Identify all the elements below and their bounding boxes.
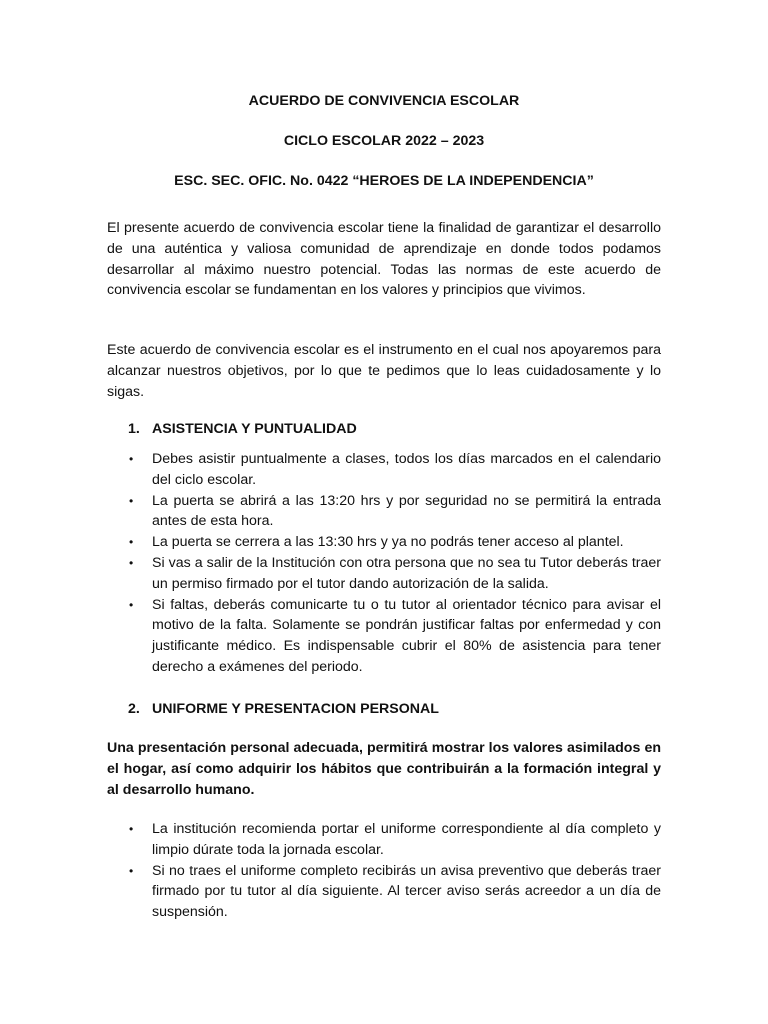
uniform-rules-list bbox=[127, 819, 661, 923]
bullet-icon: • bbox=[129, 555, 134, 570]
list-item bbox=[127, 861, 661, 923]
bullet-icon: • bbox=[129, 597, 134, 612]
list-item-text: Si faltas, deberás comunicarte tu o tu tutor al orientador técnico para avisar el motivo de la falta. Solamente se pondrán justificar faltas por enfermedad y con justificante médico. Es indispensable cubrir el 80% de asistencia para tener derecho a exámenes del periodo. bbox=[152, 596, 661, 675]
uniform-intro-paragraph: Una presentación personal adecuada, permitirá mostrar los valores asimilados en el hogar, así como adquirir los hábitos que contribuirán a la formación integral y al desarrollo humano. bbox=[107, 740, 661, 798]
list-item bbox=[127, 553, 661, 595]
list-item-text: Si vas a salir de la Institución con otra persona que no sea tu Tutor deberás traer un permiso firmado por el tutor dando autorización de la salida. bbox=[152, 554, 661, 592]
intro-paragraph-2: Este acuerdo de convivencia escolar es el instrumento en el cual nos apoyaremos para alcanzar nuestros objetivos, por lo que te pedimos que lo leas cuidadosamente y lo sigas. bbox=[107, 342, 661, 400]
section-heading-uniform bbox=[128, 699, 439, 719]
school-name-heading: ESC. SEC. OFIC. No. 0422 “HEROES DE LA INDEPENDENCIA” bbox=[174, 173, 594, 189]
list-item-text: La puerta se abrirá a las 13:20 hrs y por seguridad no se permitirá la entrada antes de esta hora. bbox=[152, 492, 661, 530]
section-number: 1. bbox=[128, 421, 140, 437]
section-title-text: ASISTENCIA Y PUNTUALIDAD bbox=[152, 421, 357, 437]
section-heading-attendance bbox=[128, 419, 357, 439]
list-item-text: Debes asistir puntualmente a clases, todos los días marcados en el calendario del ciclo escolar. bbox=[152, 451, 661, 488]
list-item bbox=[127, 491, 661, 533]
bullet-icon: • bbox=[129, 452, 134, 466]
bullet-icon: • bbox=[129, 535, 134, 550]
list-item bbox=[127, 595, 661, 678]
list-item-text: La puerta se cerrera a las 13:30 hrs y ya no podrás tener acceso al plantel. bbox=[152, 534, 624, 551]
bullet-icon: • bbox=[129, 822, 134, 836]
school-cycle-heading: CICLO ESCOLAR 2022 – 2023 bbox=[283, 133, 485, 149]
list-item bbox=[127, 449, 661, 491]
list-item-text: La institución recomienda portar el uniforme correspondiente al día completo y limpio dúrate toda la jornada escolar. bbox=[152, 821, 661, 858]
attendance-rules-list bbox=[127, 449, 661, 678]
list-item bbox=[127, 819, 661, 861]
bullet-icon: • bbox=[129, 863, 134, 878]
document-title: ACUERDO DE CONVIVENCIA ESCOLAR bbox=[248, 93, 520, 109]
intro-paragraph-1: El presente acuerdo de convivencia escolar tiene la finalidad de garantizar el desarrollo de una auténtica y valiosa comunidad de aprendizaje en donde todos podamos desarrollar al máximo nuestro potencial. Todas las normas de este acuerdo de convivencia escolar se fundamentan en los valores y principios que vivimos. bbox=[107, 220, 661, 299]
list-item bbox=[127, 532, 661, 553]
bullet-icon: • bbox=[129, 493, 134, 508]
section-number: 2. bbox=[128, 701, 140, 717]
list-item-text: Si no traes el uniforme completo recibirás un avisa preventivo que deberás traer firmado por tu tutor al día siguiente. Al tercer aviso serás acreedor a un día de suspensión. bbox=[152, 862, 661, 921]
section-title-text: UNIFORME Y PRESENTACION PERSONAL bbox=[152, 701, 439, 717]
